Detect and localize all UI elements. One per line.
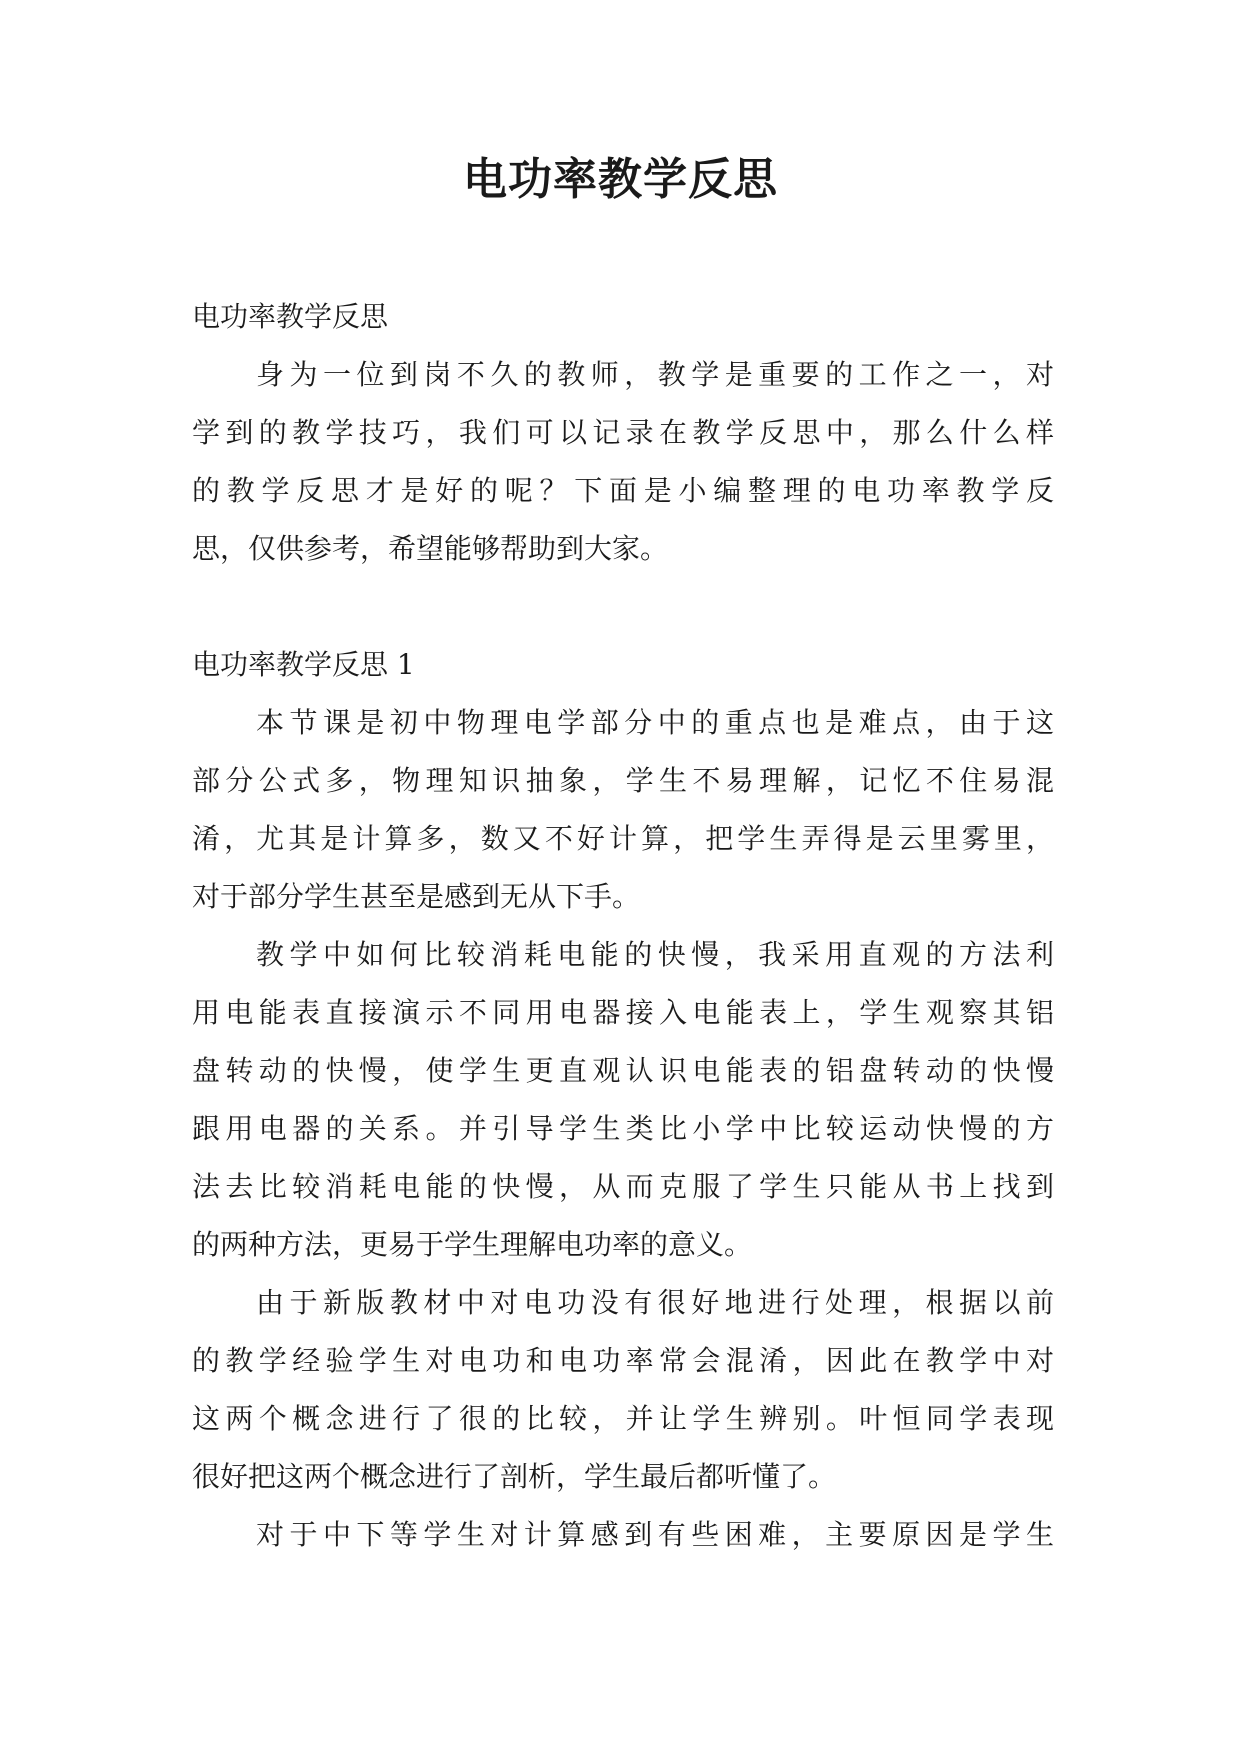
paragraph-line: 教学中如何比较消耗电能的快慢，我采用直观的方法利 (256, 938, 1054, 971)
paragraph-line: 法去比较消耗电能的快慢，从而克服了学生只能从书上找到 (192, 1170, 1054, 1203)
paragraph-line: 盘转动的快慢，使学生更直观认识电能表的铝盘转动的快慢 (192, 1054, 1054, 1087)
document-title: 电功率教学反思 (463, 154, 778, 205)
paragraph-line: 的两种方法，更易于学生理解电功率的意义。 (192, 1228, 753, 1261)
paragraph-line: 对于中下等学生对计算感到有些困难，主要原因是学生 (256, 1518, 1054, 1551)
intro-line: 学到的教学技巧，我们可以记录在教学反思中，那么什么样 (192, 416, 1054, 449)
intro-line: 思，仅供参考，希望能够帮助到大家。 (192, 532, 669, 565)
document-body (192, 288, 1054, 1564)
intro-line: 身为一位到岗不久的教师，教学是重要的工作之一，对 (256, 358, 1054, 391)
paragraph-line: 很好把这两个概念进行了剖析，学生最后都听懂了。 (192, 1460, 837, 1493)
intro-heading: 电功率教学反思 (192, 300, 389, 333)
paragraph-line: 由于新版教材中对电功没有很好地进行处理，根据以前 (256, 1286, 1054, 1319)
paragraph-line: 这两个概念进行了很的比较，并让学生辨别。叶恒同学表现 (192, 1402, 1054, 1435)
section1-paragraph-1 (192, 694, 1054, 926)
paragraph-line: 用电能表直接演示不同用电器接入电能表上，学生观察其铝 (192, 996, 1054, 1029)
paragraph-line: 跟用电器的关系。并引导学生类比小学中比较运动快慢的方 (192, 1112, 1054, 1145)
paragraph-line: 本节课是初中物理电学部分中的重点也是难点，由于这 (256, 706, 1054, 739)
paragraph-line: 部分公式多，物理知识抽象，学生不易理解，记忆不住易混 (192, 764, 1054, 797)
section-spacer (192, 578, 1054, 636)
section1-paragraph-2 (192, 926, 1054, 1274)
paragraph-line: 对于部分学生甚至是感到无从下手。 (192, 880, 641, 913)
intro-line: 的教学反思才是好的呢？下面是小编整理的电功率教学反 (192, 474, 1054, 507)
paragraph-line: 的教学经验学生对电功和电功率常会混淆，因此在教学中对 (192, 1344, 1054, 1377)
section1-heading: 电功率教学反思 1 (192, 648, 415, 681)
section1-paragraph-4 (192, 1506, 1054, 1564)
paragraph-line: 淆，尤其是计算多，数又不好计算，把学生弄得是云里雾里， (192, 822, 1054, 855)
section1-paragraph-3 (192, 1274, 1054, 1506)
intro-paragraph (192, 346, 1054, 578)
